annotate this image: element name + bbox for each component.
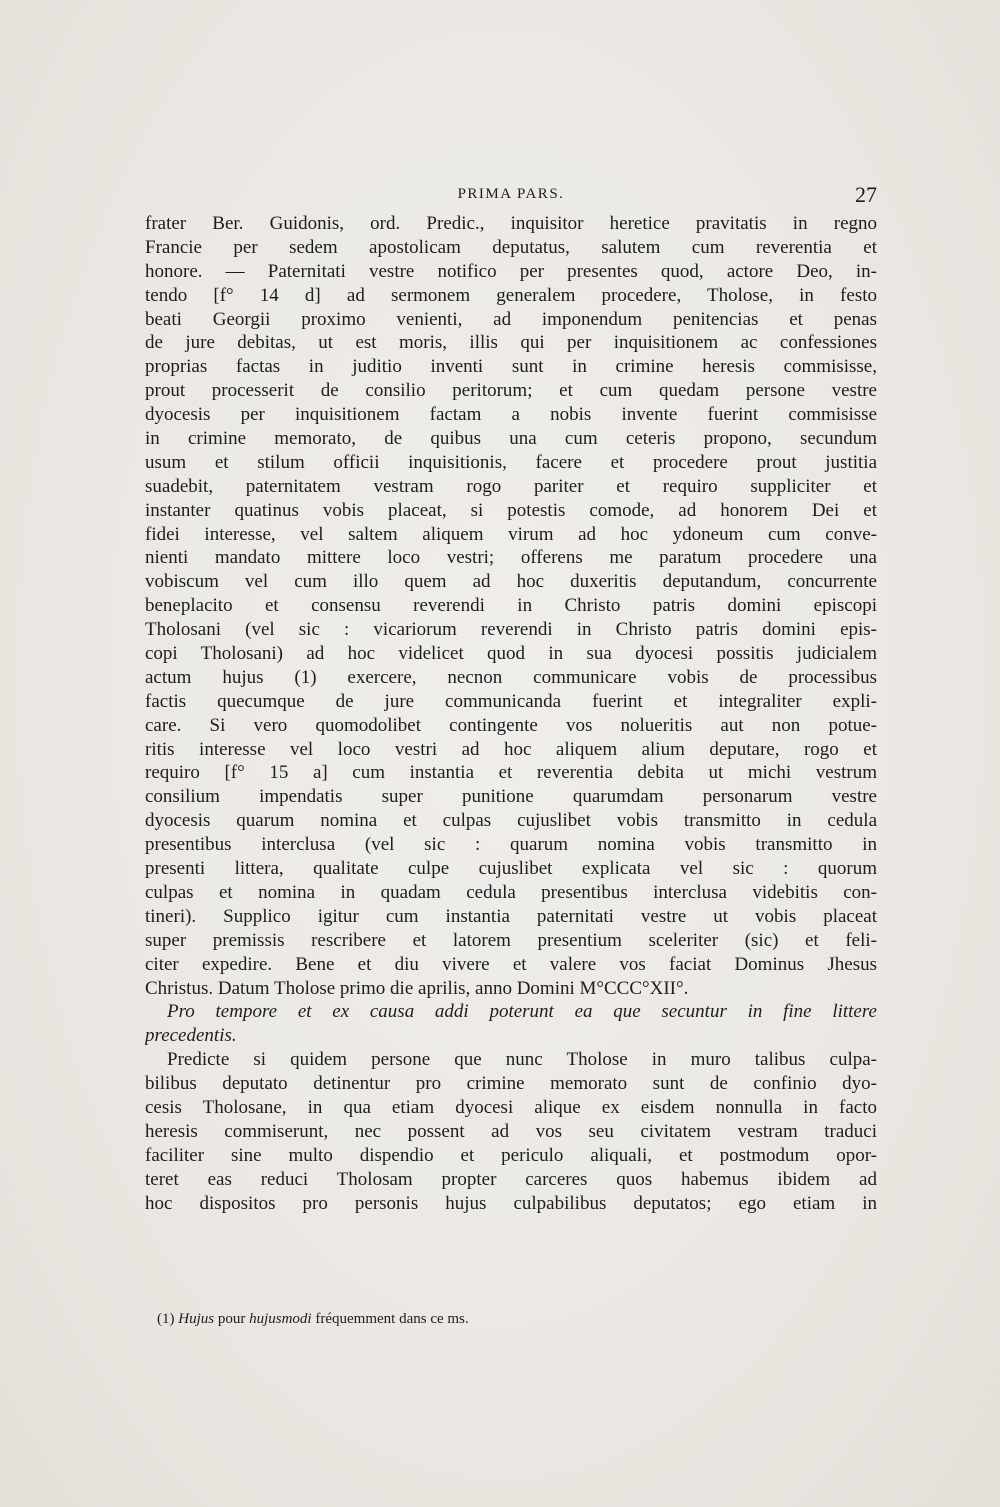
text-line: bilibus deputato detinentur pro crimine memorato sunt de confinio dyo- <box>145 1073 877 1095</box>
text-line: dyocesis quarum nomina et culpas cujuslibet vobis transmitto in cedula <box>145 810 877 832</box>
text-line: Predicte si quidem persone que nunc Tholose in muro talibus culpa- <box>167 1049 877 1071</box>
text-line: presentibus interclusa (vel sic : quarum nomina vobis transmitto in <box>145 834 877 856</box>
text-line: care. Si vero quomodolibet contingente vos nolueritis aut non potue- <box>145 714 877 736</box>
text-line: usum et stilum officii inquisitionis, facere et procedere prout justitia <box>145 451 877 473</box>
footnote <box>157 1311 469 1328</box>
text-line: beati Georgii proximo venienti, ad imponendum penitencias et penas <box>145 308 877 330</box>
text-line: frater Ber. Guidonis, ord. Predic., inquisitor heretice pravitatis in regno <box>145 213 877 234</box>
text-line: nienti mandato mittere loco vestri; offerens me paratum procedere una <box>145 547 877 569</box>
text-line: consilium impendatis super punitione quarumdam personarum vestre <box>145 786 877 808</box>
text-line: hoc dispositos pro personis hujus culpabilibus deputatos; ego etiam in <box>145 1192 877 1214</box>
italic-rubric-line: Pro tempore et ex causa addi poterunt ea que secuntur in fine littere <box>167 1001 877 1023</box>
text-line: ritis interesse vel loco vestri ad hoc aliquem alium deputare, rogo et <box>145 738 877 760</box>
text-line: Christus. Datum Tholose primo die aprilis, anno Domini M°CCC°XII°. <box>145 977 689 999</box>
text-line: culpas et nomina in quadam cedula presentibus interclusa videbitis con- <box>145 881 877 903</box>
footnote-term: hujusmodi <box>249 1311 312 1327</box>
text-line: actum hujus (1) exercere, necnon communicare vobis de processibus <box>145 666 877 688</box>
text-line: Tholosani (vel sic : vicariorum reverendi in Christo patris domini epis- <box>145 619 877 641</box>
text-line: fidei interesse, vel saltem aliquem virum ad hoc ydoneum cum conve- <box>145 523 877 545</box>
text-line: copi Tholosani) ad hoc videlicet quod in sua dyocesi possitis judicialem <box>145 643 877 665</box>
text-line: presenti littera, qualitate culpe cujuslibet explicata vel sic : quorum <box>145 858 877 880</box>
text-line: faciliter sine multo dispendio et periculo aliquali, et postmodum opor- <box>145 1144 877 1166</box>
footnote-marker: (1) <box>157 1311 175 1327</box>
text-line: suadebit, paternitatem vestram rogo pariter et requiro suppliciter et <box>145 475 877 497</box>
text-line: teret eas reduci Tholosam propter carceres quos habemus ibidem ad <box>145 1168 877 1190</box>
text-line: vobiscum vel cum illo quem ad hoc duxeritis deputandum, concurrente <box>145 571 877 593</box>
running-head <box>145 182 877 208</box>
footnote-text: pour <box>217 1311 246 1327</box>
text-line: Francie per sedem apostolicam deputatus, salutem cum reverentia et <box>145 236 877 258</box>
text-line: instanter quatinus vobis placeat, si potestis comode, ad honorem Dei et <box>145 499 877 521</box>
text-line: cesis Tholosane, in qua etiam dyocesi alique ex eisdem nonnulla in facto <box>145 1096 877 1118</box>
text-line: honore. — Paternitati vestre notifico per presentes quod, actore Deo, in- <box>145 260 877 282</box>
page-number: 27 <box>855 182 877 207</box>
text-line: proprias factas in juditio inventi sunt in crimine heresis commisisse, <box>145 356 877 378</box>
text-line: tendo [f° 14 d] ad sermonem generalem procedere, Tholose, in festo <box>145 284 877 306</box>
footnote-term: Hujus <box>178 1311 215 1327</box>
text-line: in crimine memorato, de quibus una cum ceteris propono, secundum <box>145 428 877 450</box>
running-title: PRIMA PARS. <box>457 186 565 202</box>
text-line: citer expedire. Bene et diu vivere et valere vos faciat Dominus Jhesus <box>145 953 877 975</box>
italic-rubric-line: precedentis. <box>145 1025 237 1047</box>
text-line: requiro [f° 15 a] cum instantia et reverentia debita ut michi vestrum <box>145 762 877 784</box>
text-line: super premissis rescribere et latorem presentium sceleriter (sic) et feli- <box>145 929 877 951</box>
body-text <box>145 212 877 1215</box>
text-line: heresis commiserunt, nec possent ad vos seu civitatem vestram traduci <box>145 1120 877 1142</box>
text-line: factis quecumque de jure communicanda fuerint et integraliter expli- <box>145 690 877 712</box>
footnote-text: fréquemment dans ce ms. <box>315 1311 469 1327</box>
text-line: prout processerit de consilio peritorum; et cum quedam persone vestre <box>145 380 877 402</box>
text-line: dyocesis per inquisitionem factam a nobis invente fuerint commisisse <box>145 404 877 426</box>
text-line: de jure debitas, ut est moris, illis qui per inquisitionem ac confessiones <box>145 332 877 354</box>
text-line: beneplacito et consensu reverendi in Christo patris domini episcopi <box>145 595 877 617</box>
text-line: tineri). Supplico igitur cum instantia paternitati vestre ut vobis placeat <box>145 905 877 927</box>
